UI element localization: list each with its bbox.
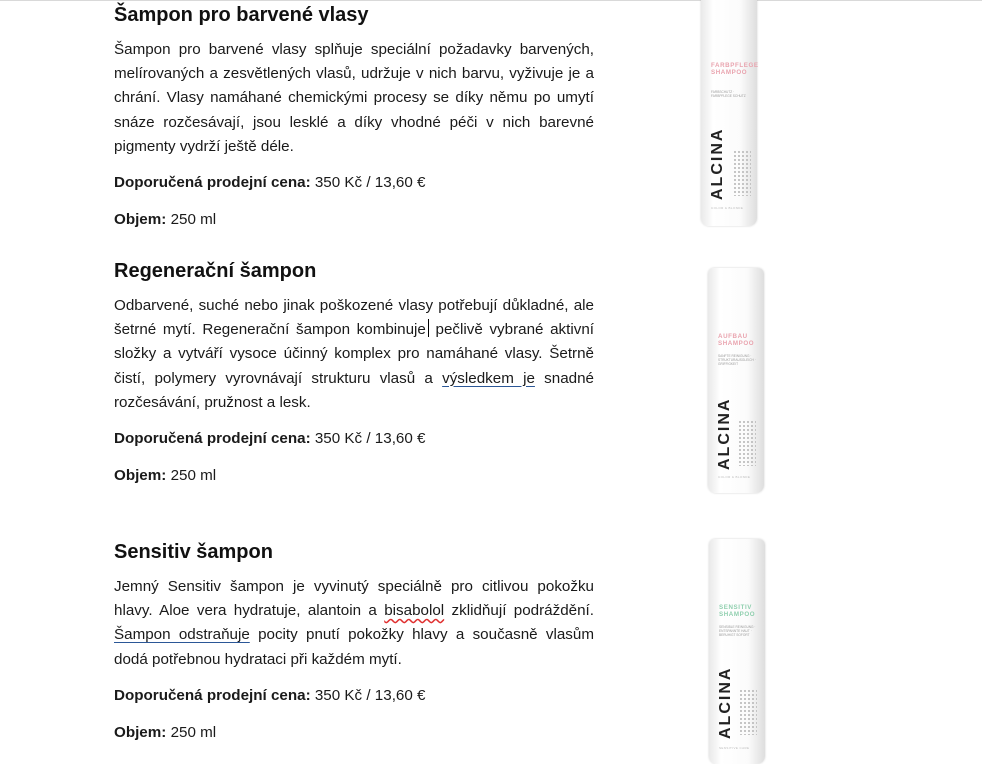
grammar-underlined-text[interactable]: výsledkem je [442,369,535,387]
price-value: 350 Kč / 13,60 € [314,430,426,448]
bottle-name-line: SENSITIV [719,604,752,611]
price-line [114,173,594,193]
description-text: snadné rozčesávání, pružnost a lesk. [114,369,594,411]
bottle-product-name [718,333,754,347]
volume-label: Objem: [114,211,167,229]
bottle-name-line: SHAMPOO [711,69,748,76]
bottle-product-name [719,604,755,618]
bottle-foot-text: SENSITIVE CARE [719,746,750,750]
description-text: zklidňují podráždění. [444,602,594,620]
bottle-brand-logo: ALCINA [716,397,733,470]
volume-label: Objem: [114,467,167,485]
product-section-repair-shampoo [114,258,594,486]
product-title: Sensitiv šampon [114,541,273,563]
price-value: 350 Kč / 13,60 € [314,686,426,704]
bottle-name-line: SHAMPOO [719,611,756,618]
price-line [114,686,594,706]
product-section-color-shampoo [114,2,594,230]
spelling-underlined-text[interactable]: bisabolol [384,602,445,620]
product-title: Šampon pro barvené vlasy [114,4,369,26]
description-text: Jemný Sensitiv šampon je vyvinutý speciálně pro citlivou pokožku hlavy. Aloe vera hydratuje, alantoin a [114,578,594,620]
volume-line [114,723,594,743]
product-description[interactable]: Šampon pro barvené vlasy splňuje speciální požadavky barvených, melírovaných a zesvětlených vlasů, udržuje v nich barvu, vyživuje je a chrání. Vlasy namáhané chemickými procesy se díky němu po umytí snáze rozčesávají, jsou lesklé a díky vhodné péči v nich barevné pigmenty vydrží ještě déle. [114,41,594,155]
volume-line [114,466,594,486]
volume-value: 250 ml [170,211,217,229]
bottle-name-line: FARBPFLEGE [711,62,759,69]
bottle-dot-pattern [739,689,757,735]
price-line [114,429,594,449]
product-section-sensitive-shampoo [114,539,594,743]
description-text: pocity pnutí pokožky hlavy a současně vlasům dodá potřebnou hydrataci při každém mytí. [114,626,594,668]
product-image-sensitive-shampoo [709,539,765,764]
price-label: Doporučená prodejní cena: [114,430,311,448]
product-description[interactable] [114,294,594,415]
bottle-small-text: FARBSCHUTZ · FARBPFLEGE SCHUTZ [711,90,746,98]
product-title: Regenerační šampon [114,260,317,282]
price-label: Doporučená prodejní cena: [114,174,311,192]
bottle-small-text: SANFTE REINIGUNG · STRUKTURAUSGLEICH · GRIFFIGKEIT [718,354,756,366]
description-text: pečlivě vybrané aktivní složky a vytváří vysoce účinný komplex pro namáhané vlasy. Šetrně čistí, polymery vyrovnávají strukturu vlasů a [114,321,595,387]
text-cursor [428,319,429,337]
bottle-dot-pattern [733,150,751,196]
volume-value: 250 ml [170,723,217,741]
grammar-underlined-text[interactable]: Šampon odstraňuje [114,626,250,644]
bottle-brand-logo: ALCINA [709,127,726,200]
bottle-small-text: SENSIBLE REINIGUNG · ENTSPANNTE HAUT · BERUHIGT SOFORT [719,625,756,637]
bottle-name-line: SHAMPOO [718,340,755,347]
description-text: Odbarvené, suché nebo jinak poškozené vlasy potřebují důkladné, ale šetrné mytí. Regenerační šampon kombinuje [114,297,594,339]
volume-label: Objem: [114,723,167,741]
volume-line [114,210,594,230]
bottle-brand-logo: ALCINA [717,666,734,739]
price-value: 350 Kč / 13,60 € [314,174,426,192]
bottle-name-line: AUFBAU [718,333,748,340]
product-description[interactable] [114,575,594,672]
volume-value: 250 ml [170,467,217,485]
bottle-product-name [711,62,759,76]
bottle-dot-pattern [738,420,756,466]
price-label: Doporučená prodejní cena: [114,686,311,704]
product-image-repair-shampoo [708,268,764,493]
bottle-foot-text: COLOR & BLONDE [711,206,744,210]
product-image-color-shampoo [701,0,757,226]
page-top-border [0,0,982,1]
bottle-foot-text: COLOR & BLONDE [718,475,751,479]
